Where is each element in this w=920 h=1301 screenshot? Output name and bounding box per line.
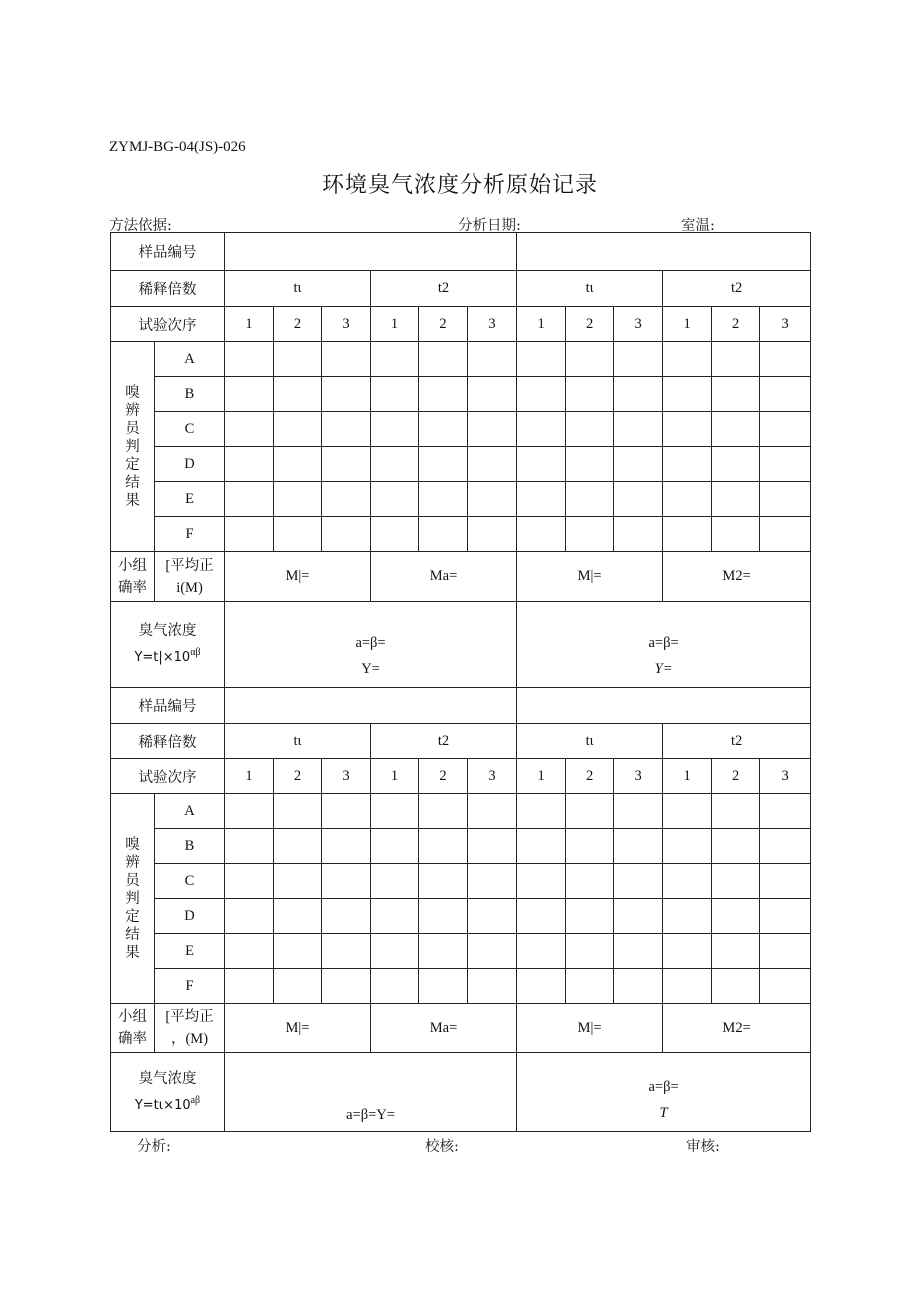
judgement-cell[interactable] <box>322 412 371 447</box>
document-code: ZYMJ-BG-04(JS)-026 <box>109 139 246 155</box>
sample-number-field-right[interactable] <box>517 233 811 271</box>
panel-result-text: 嗅辨员判定结果 <box>125 836 140 961</box>
page-title: 环境臭气浓度分析原始记录 <box>321 173 598 198</box>
alpha-beta-y-field: a=β=Y= <box>346 1107 395 1123</box>
judgement-cell[interactable] <box>468 482 517 517</box>
judgement-cell[interactable] <box>566 482 614 517</box>
y-field: Y= <box>361 660 380 677</box>
judgement-cell[interactable] <box>225 517 274 552</box>
judgement-cell[interactable] <box>371 517 419 552</box>
judgement-cell[interactable] <box>712 899 760 934</box>
judgement-cell[interactable] <box>419 864 468 899</box>
panelist-id: B <box>155 377 225 412</box>
judgement-cell[interactable] <box>663 864 712 899</box>
judgement-cell[interactable] <box>760 864 811 899</box>
judgement-cell[interactable] <box>274 342 322 377</box>
judgement-cell[interactable] <box>322 447 371 482</box>
judgement-cell[interactable] <box>322 342 371 377</box>
m-value-field[interactable]: Ma= <box>371 552 517 602</box>
judgement-cell[interactable] <box>419 447 468 482</box>
average-rate-line1: [平均正 <box>165 557 214 574</box>
judgement-cell[interactable] <box>517 969 566 1004</box>
panelist-row <box>111 864 811 899</box>
y-field: Y= <box>654 660 673 677</box>
group-rate-line1: 小组 <box>118 557 147 574</box>
judgement-cell[interactable] <box>712 377 760 412</box>
judgement-cell[interactable] <box>712 517 760 552</box>
judgement-cell[interactable] <box>614 899 663 934</box>
odor-concentration-label <box>111 1053 225 1132</box>
judgement-cell[interactable] <box>371 342 419 377</box>
panelist-id: C <box>155 864 225 899</box>
judgement-cell[interactable] <box>371 899 419 934</box>
odor-result-right[interactable] <box>517 1053 811 1132</box>
judgement-cell[interactable] <box>468 829 517 864</box>
group-rate-line2: 确率 <box>118 579 147 596</box>
judgement-cell[interactable] <box>468 864 517 899</box>
m-value-field[interactable]: Ma= <box>371 1004 517 1053</box>
judgement-cell[interactable] <box>468 899 517 934</box>
trial-number: 3 <box>614 759 663 794</box>
judgement-cell[interactable] <box>371 969 419 1004</box>
judgement-cell[interactable] <box>371 447 419 482</box>
judgement-cell[interactable] <box>566 969 614 1004</box>
dilution-row <box>111 271 811 307</box>
trial-number: 3 <box>760 307 811 342</box>
trial-number: 2 <box>274 307 322 342</box>
judgement-cell[interactable] <box>371 377 419 412</box>
judgement-cell[interactable] <box>322 864 371 899</box>
average-rate-line1: [平均正 <box>165 1009 214 1025</box>
judgement-cell[interactable] <box>614 864 663 899</box>
panelist-row <box>111 342 811 377</box>
group-rate-row <box>111 552 811 602</box>
y-field: T <box>659 1105 668 1121</box>
alpha-beta-field: a=β= <box>648 634 679 651</box>
reviewer-label: 审核: <box>686 1139 720 1155</box>
judgement-cell[interactable] <box>468 412 517 447</box>
judgement-cell[interactable] <box>274 794 322 829</box>
trial-number: 3 <box>760 759 811 794</box>
judgement-cell[interactable] <box>322 899 371 934</box>
alpha-beta-field: a=β= <box>355 634 386 651</box>
judgement-cell[interactable] <box>712 969 760 1004</box>
judgement-cell[interactable] <box>225 447 274 482</box>
dilution-header: tι <box>225 271 371 307</box>
judgement-cell[interactable] <box>760 934 811 969</box>
judgement-cell[interactable] <box>468 377 517 412</box>
judgement-cell[interactable] <box>468 517 517 552</box>
odor-result-right[interactable] <box>517 602 811 688</box>
judgement-cell[interactable] <box>371 412 419 447</box>
judgement-cell[interactable] <box>322 377 371 412</box>
analysis-date-label: 分析日期: <box>458 218 521 234</box>
judgement-cell[interactable] <box>419 969 468 1004</box>
judgement-cell[interactable] <box>419 517 468 552</box>
judgement-cell[interactable] <box>517 829 566 864</box>
average-rate-label <box>155 552 225 602</box>
dilution-header: tι <box>517 724 663 759</box>
trial-number: 3 <box>614 307 663 342</box>
panelist-id: F <box>155 517 225 552</box>
panelist-row <box>111 377 811 412</box>
sample-number-label: 样品编号 <box>111 233 225 271</box>
judgement-cell[interactable] <box>663 969 712 1004</box>
judgement-cell[interactable] <box>274 829 322 864</box>
judgement-cell[interactable] <box>419 899 468 934</box>
judgement-cell[interactable] <box>712 829 760 864</box>
judgement-cell[interactable] <box>663 899 712 934</box>
judgement-cell[interactable] <box>760 969 811 1004</box>
dilution-header: t2 <box>371 271 517 307</box>
average-rate-label <box>155 1004 225 1053</box>
judgement-cell[interactable] <box>517 377 566 412</box>
trial-number: 1 <box>225 307 274 342</box>
trial-number: 2 <box>566 307 614 342</box>
sample-number-row <box>111 233 811 271</box>
panel-result-label <box>111 342 155 552</box>
judgement-cell[interactable] <box>517 482 566 517</box>
odor-concentration-text: 臭气浓度 <box>138 623 197 640</box>
trial-number: 1 <box>517 307 566 342</box>
panelist-id: E <box>155 934 225 969</box>
judgement-cell[interactable] <box>468 969 517 1004</box>
judgement-cell[interactable] <box>712 864 760 899</box>
trial-number: 2 <box>274 759 322 794</box>
judgement-cell[interactable] <box>760 829 811 864</box>
sample-number-field-left[interactable] <box>225 688 517 724</box>
odor-concentration-label <box>111 602 225 688</box>
m-value-field[interactable]: M|= <box>225 552 371 602</box>
judgement-cell[interactable] <box>663 342 712 377</box>
judgement-cell[interactable] <box>371 864 419 899</box>
judgement-cell[interactable] <box>225 934 274 969</box>
judgement-cell[interactable] <box>566 934 614 969</box>
judgement-cell[interactable] <box>225 412 274 447</box>
alpha-beta-field: a=β= <box>648 1079 679 1095</box>
trial-order-label: 试验次序 <box>111 307 225 342</box>
formula-text: Y=t|×10 <box>134 649 191 665</box>
group-rate-line2: 确率 <box>118 1031 147 1047</box>
judgement-cell[interactable] <box>225 482 274 517</box>
odor-concentration-row <box>111 1053 811 1132</box>
judgement-cell[interactable] <box>712 482 760 517</box>
judgement-cell[interactable] <box>663 517 712 552</box>
judgement-cell[interactable] <box>225 829 274 864</box>
trial-number: 3 <box>468 307 517 342</box>
judgement-cell[interactable] <box>566 447 614 482</box>
judgement-cell[interactable] <box>468 342 517 377</box>
dilution-row <box>111 724 811 759</box>
judgement-cell[interactable] <box>322 934 371 969</box>
judgement-cell[interactable] <box>614 342 663 377</box>
judgement-cell[interactable] <box>566 377 614 412</box>
judgement-cell[interactable] <box>468 447 517 482</box>
panelist-id: D <box>155 447 225 482</box>
judgement-cell[interactable] <box>322 482 371 517</box>
sample-number-field-right[interactable] <box>517 688 811 724</box>
trial-number: 3 <box>322 759 371 794</box>
judgement-cell[interactable] <box>663 482 712 517</box>
judgement-cell[interactable] <box>614 482 663 517</box>
panelist-id: E <box>155 482 225 517</box>
panel-result-text: 嗅辨员判定结果 <box>125 384 140 509</box>
trial-number: 2 <box>566 759 614 794</box>
judgement-cell[interactable] <box>566 899 614 934</box>
trial-order-label: 试验次序 <box>111 759 225 794</box>
judgement-cell[interactable] <box>712 342 760 377</box>
group-rate-label <box>111 552 155 602</box>
trial-number: 2 <box>419 307 468 342</box>
judgement-cell[interactable] <box>760 377 811 412</box>
judgement-cell[interactable] <box>371 934 419 969</box>
judgement-cell[interactable] <box>663 412 712 447</box>
panelist-row <box>111 482 811 517</box>
panelist-row <box>111 447 811 482</box>
judgement-cell[interactable] <box>274 377 322 412</box>
panelist-row <box>111 899 811 934</box>
trial-number: 1 <box>663 759 712 794</box>
judgement-cell[interactable] <box>663 934 712 969</box>
panelist-row <box>111 829 811 864</box>
judgement-cell[interactable] <box>566 342 614 377</box>
judgement-cell[interactable] <box>663 829 712 864</box>
formula-exponent: αβ <box>190 647 201 659</box>
formula-text: Y=tι×10 <box>134 1097 191 1113</box>
judgement-cell[interactable] <box>274 969 322 1004</box>
record-table <box>110 232 811 1132</box>
judgement-cell[interactable] <box>760 447 811 482</box>
dilution-header: t2 <box>371 724 517 759</box>
panelist-id: C <box>155 412 225 447</box>
odor-concentration-text: 臭气浓度 <box>138 1070 197 1087</box>
judgement-cell[interactable] <box>419 934 468 969</box>
trial-number: 3 <box>468 759 517 794</box>
judgement-cell[interactable] <box>614 969 663 1004</box>
judgement-cell[interactable] <box>712 447 760 482</box>
trial-number: 1 <box>517 759 566 794</box>
m-value-field[interactable]: M|= <box>225 1004 371 1053</box>
panel-result-label <box>111 794 155 1004</box>
judgement-cell[interactable] <box>614 829 663 864</box>
dilution-header: t2 <box>663 724 811 759</box>
judgement-cell[interactable] <box>468 794 517 829</box>
panelist-id: B <box>155 829 225 864</box>
trial-number: 1 <box>371 759 419 794</box>
trial-number: 2 <box>712 307 760 342</box>
judgement-cell[interactable] <box>712 794 760 829</box>
judgement-cell[interactable] <box>371 829 419 864</box>
judgement-cell[interactable] <box>760 412 811 447</box>
judgement-cell[interactable] <box>274 482 322 517</box>
judgement-cell[interactable] <box>322 829 371 864</box>
judgement-cell[interactable] <box>419 794 468 829</box>
judgement-cell[interactable] <box>566 829 614 864</box>
judgement-cell[interactable] <box>419 377 468 412</box>
judgement-cell[interactable] <box>225 899 274 934</box>
judgement-cell[interactable] <box>517 412 566 447</box>
judgement-cell[interactable] <box>322 969 371 1004</box>
judgement-cell[interactable] <box>712 934 760 969</box>
judgement-cell[interactable] <box>663 794 712 829</box>
judgement-cell[interactable] <box>468 934 517 969</box>
judgement-cell[interactable] <box>225 794 274 829</box>
dilution-header: t2 <box>663 271 811 307</box>
sample-number-row <box>111 688 811 724</box>
room-temp-label: 室温: <box>681 218 715 234</box>
average-rate-line2: i(M) <box>176 579 203 596</box>
judgement-cell[interactable] <box>419 482 468 517</box>
analyst-label: 分析: <box>137 1139 171 1155</box>
judgement-cell[interactable] <box>274 864 322 899</box>
judgement-cell[interactable] <box>663 377 712 412</box>
sample-number-label: 样品编号 <box>111 688 225 724</box>
panelist-row <box>111 517 811 552</box>
judgement-cell[interactable] <box>274 899 322 934</box>
m-value-field[interactable]: M|= <box>517 1004 663 1053</box>
judgement-cell[interactable] <box>225 377 274 412</box>
judgement-cell[interactable] <box>225 969 274 1004</box>
dilution-header: tι <box>517 271 663 307</box>
group-rate-label <box>111 1004 155 1053</box>
m-value-field[interactable]: M2= <box>663 1004 811 1053</box>
judgement-cell[interactable] <box>614 794 663 829</box>
judgement-cell[interactable] <box>419 342 468 377</box>
judgement-cell[interactable] <box>760 794 811 829</box>
judgement-cell[interactable] <box>225 864 274 899</box>
judgement-cell[interactable] <box>760 482 811 517</box>
group-rate-line1: 小组 <box>118 1009 147 1025</box>
odor-concentration-row <box>111 602 811 688</box>
judgement-cell[interactable] <box>566 794 614 829</box>
judgement-cell[interactable] <box>419 412 468 447</box>
trial-number: 2 <box>419 759 468 794</box>
judgement-cell[interactable] <box>322 794 371 829</box>
judgement-cell[interactable] <box>614 412 663 447</box>
panelist-row <box>111 969 811 1004</box>
panelist-row <box>111 934 811 969</box>
dilution-label: 稀释倍数 <box>111 271 225 307</box>
panelist-row <box>111 412 811 447</box>
judgement-cell[interactable] <box>566 517 614 552</box>
judgement-cell[interactable] <box>517 899 566 934</box>
judgement-cell[interactable] <box>517 864 566 899</box>
trial-order-row <box>111 759 811 794</box>
judgement-cell[interactable] <box>371 794 419 829</box>
judgement-cell[interactable] <box>517 447 566 482</box>
dilution-label: 稀释倍数 <box>111 724 225 759</box>
judgement-cell[interactable] <box>517 794 566 829</box>
panelist-id: D <box>155 899 225 934</box>
judgement-cell[interactable] <box>760 899 811 934</box>
dilution-header: tι <box>225 724 371 759</box>
trial-number: 2 <box>712 759 760 794</box>
m-value-field[interactable]: M2= <box>663 552 811 602</box>
judgement-cell[interactable] <box>225 342 274 377</box>
judgement-cell[interactable] <box>760 342 811 377</box>
panelist-id: A <box>155 794 225 829</box>
judgement-cell[interactable] <box>274 447 322 482</box>
panelist-row <box>111 794 811 829</box>
trial-number: 3 <box>322 307 371 342</box>
formula-exponent: aβ <box>190 1094 201 1106</box>
method-basis-label: 方法依据: <box>109 218 172 234</box>
judgement-cell[interactable] <box>614 934 663 969</box>
judgement-cell[interactable] <box>614 377 663 412</box>
judgement-cell[interactable] <box>517 517 566 552</box>
m-value-field[interactable]: M|= <box>517 552 663 602</box>
judgement-cell[interactable] <box>274 517 322 552</box>
odor-result-left[interactable] <box>225 1053 517 1132</box>
trial-number: 1 <box>371 307 419 342</box>
sample-number-field-left[interactable] <box>225 233 517 271</box>
trial-number: 1 <box>663 307 712 342</box>
trial-number: 1 <box>225 759 274 794</box>
group-rate-row <box>111 1004 811 1053</box>
judgement-cell[interactable] <box>760 517 811 552</box>
judgement-cell[interactable] <box>371 482 419 517</box>
judgement-cell[interactable] <box>517 342 566 377</box>
judgement-cell[interactable] <box>419 829 468 864</box>
judgement-cell[interactable] <box>322 517 371 552</box>
average-rate-line2: ，(M) <box>170 1031 209 1047</box>
judgement-cell[interactable] <box>614 517 663 552</box>
panelist-id: F <box>155 969 225 1004</box>
checker-label: 校核: <box>425 1139 459 1155</box>
trial-order-row <box>111 307 811 342</box>
judgement-cell[interactable] <box>614 447 663 482</box>
odor-result-left[interactable] <box>225 602 517 688</box>
judgement-cell[interactable] <box>517 934 566 969</box>
judgement-cell[interactable] <box>274 934 322 969</box>
judgement-cell[interactable] <box>712 412 760 447</box>
judgement-cell[interactable] <box>274 412 322 447</box>
panelist-id: A <box>155 342 225 377</box>
judgement-cell[interactable] <box>566 864 614 899</box>
judgement-cell[interactable] <box>663 447 712 482</box>
judgement-cell[interactable] <box>566 412 614 447</box>
